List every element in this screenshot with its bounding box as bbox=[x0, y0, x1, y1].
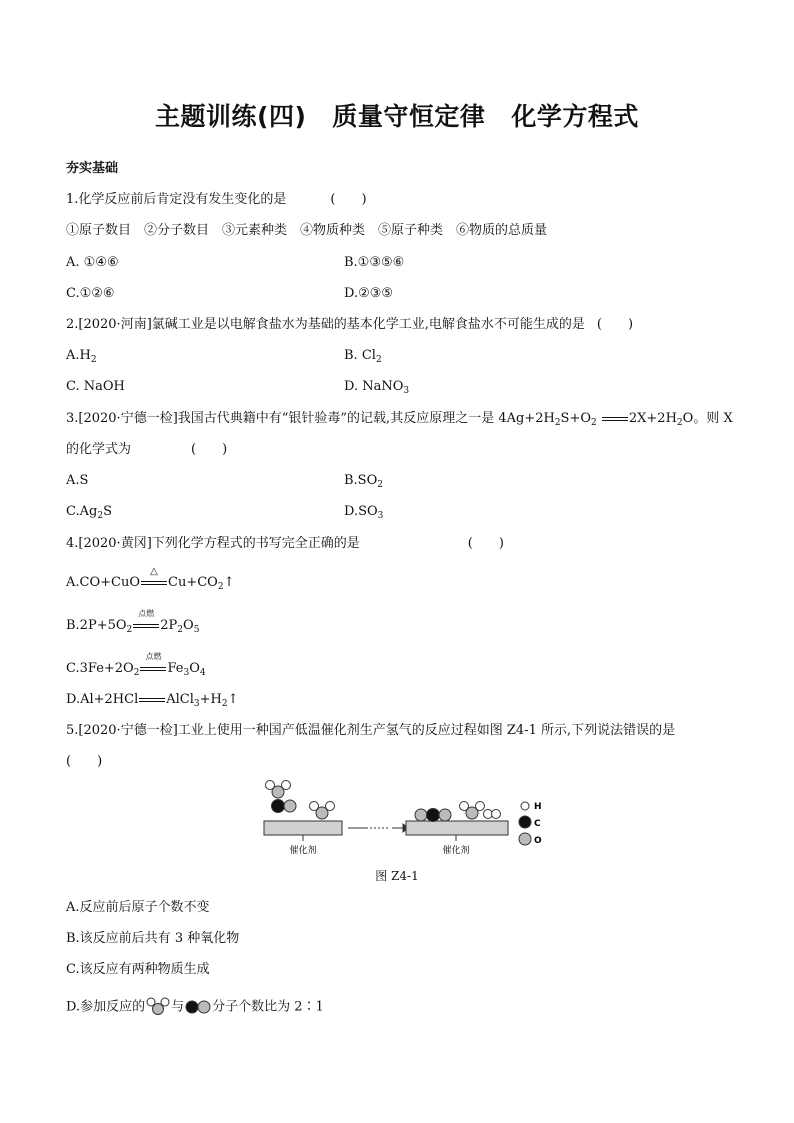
q4-option-c: $C.3Fe+2O_2$ 点燃 $Fe_3O_4$ bbox=[66, 651, 206, 678]
q2-option-d: D. NaNO$_3$ bbox=[344, 379, 410, 396]
q5-option-b: B.该反应前后共有 3 种氧化物 bbox=[66, 931, 240, 946]
q1-stem bbox=[66, 191, 367, 209]
q3-stem: 3.[2020·宁德一检]我国古代典籍中有“银针验毒”的记载,其反应原理之一是 $4Ag+2H_2S+O_2$ $2X+2H_2O$。则 X bbox=[66, 411, 733, 428]
q1-option-a: A. ①④⑥ bbox=[66, 255, 119, 270]
q1-items: ①原子数目 ②分子数目 ③元素种类 ④物质种类 ⑤原子种类 ⑥物质的总质量 bbox=[66, 223, 548, 238]
page-title bbox=[0, 97, 794, 133]
catalyst-label-right: 催化剂 bbox=[442, 846, 470, 856]
q2-option-b: B. $Cl_2$ bbox=[344, 348, 382, 365]
q3-option-d: $D.SO_3$ bbox=[344, 504, 384, 521]
q5-option-a: A.反应前后原子个数不变 bbox=[66, 900, 210, 915]
q3-stem-line2: 的化学式为 ( ) bbox=[66, 442, 228, 457]
q5-option-c: C.该反应有两种物质生成 bbox=[66, 962, 210, 977]
q2-stem bbox=[66, 316, 633, 334]
q4-option-a: A.CO+CuO △ $Cu+CO_2↑$ bbox=[66, 565, 235, 592]
title-part-main: 质量守恒定律 bbox=[332, 102, 486, 131]
title-part-topic: 主题训练(四) bbox=[155, 102, 307, 131]
title-part-sub: 化学方程式 bbox=[511, 102, 639, 131]
q4-stem: 4.[2020·黄冈]下列化学方程式的书写完全正确的是 ( ) bbox=[66, 536, 504, 551]
q5-option-d: D.参加反应的 与 分子个数比为 2∶1 bbox=[66, 997, 324, 1017]
equals-sign bbox=[602, 414, 628, 424]
q4-option-d: D.Al+2HCl $AlCl_3+H_2↑$ bbox=[66, 692, 239, 709]
section-heading: 夯实基础 bbox=[66, 161, 119, 176]
co-molecule-icon bbox=[184, 999, 212, 1015]
figure-caption: 图 Z4-1 bbox=[375, 869, 419, 883]
q2-option-c: C. NaOH bbox=[66, 379, 125, 394]
q1-option-c: C.①②⑥ bbox=[66, 286, 115, 301]
q1-stem-text: 1.化学反应前后肯定没有发生变化的是 bbox=[66, 192, 287, 207]
legend-o: O bbox=[534, 836, 542, 846]
q3-option-b: $B.SO_2$ bbox=[344, 473, 383, 490]
q2-stem-text: 2.[2020·河南]氯碱工业是以电解食盐水为基础的基本化学工业,电解食盐水不可能生成的是 bbox=[66, 317, 585, 332]
q3-answer-paren: ( ) bbox=[191, 442, 228, 457]
q1-option-b: B.①③⑤⑥ bbox=[344, 255, 405, 270]
q4-option-b: $B.2P+5O_2$ 点燃 $2P_2O_5$ bbox=[66, 608, 200, 635]
q1-option-d: D.②③⑤ bbox=[344, 286, 394, 301]
catalyst-label-left: 催化剂 bbox=[289, 846, 317, 856]
q4-answer-paren: ( ) bbox=[467, 536, 504, 551]
q5-stem: 5.[2020·宁德一检]工业上使用一种国产低温催化剂生产氢气的反应过程如图 Z4-1 所示,下列说法错误的是 bbox=[66, 723, 676, 738]
legend-h: H bbox=[534, 802, 542, 812]
q2-answer-paren: ( ) bbox=[596, 317, 634, 332]
reaction-figure bbox=[258, 770, 548, 870]
q5-answer-paren: ( ) bbox=[66, 754, 103, 769]
q3-option-a: A.S bbox=[66, 473, 89, 488]
q1-answer-paren: ( ) bbox=[330, 192, 367, 207]
legend-c: C bbox=[534, 819, 541, 829]
q3-option-c: $C.Ag_2S$ bbox=[66, 504, 112, 521]
q2-option-a: $A.H_2$ bbox=[66, 348, 97, 365]
water-molecule-icon bbox=[145, 997, 171, 1017]
